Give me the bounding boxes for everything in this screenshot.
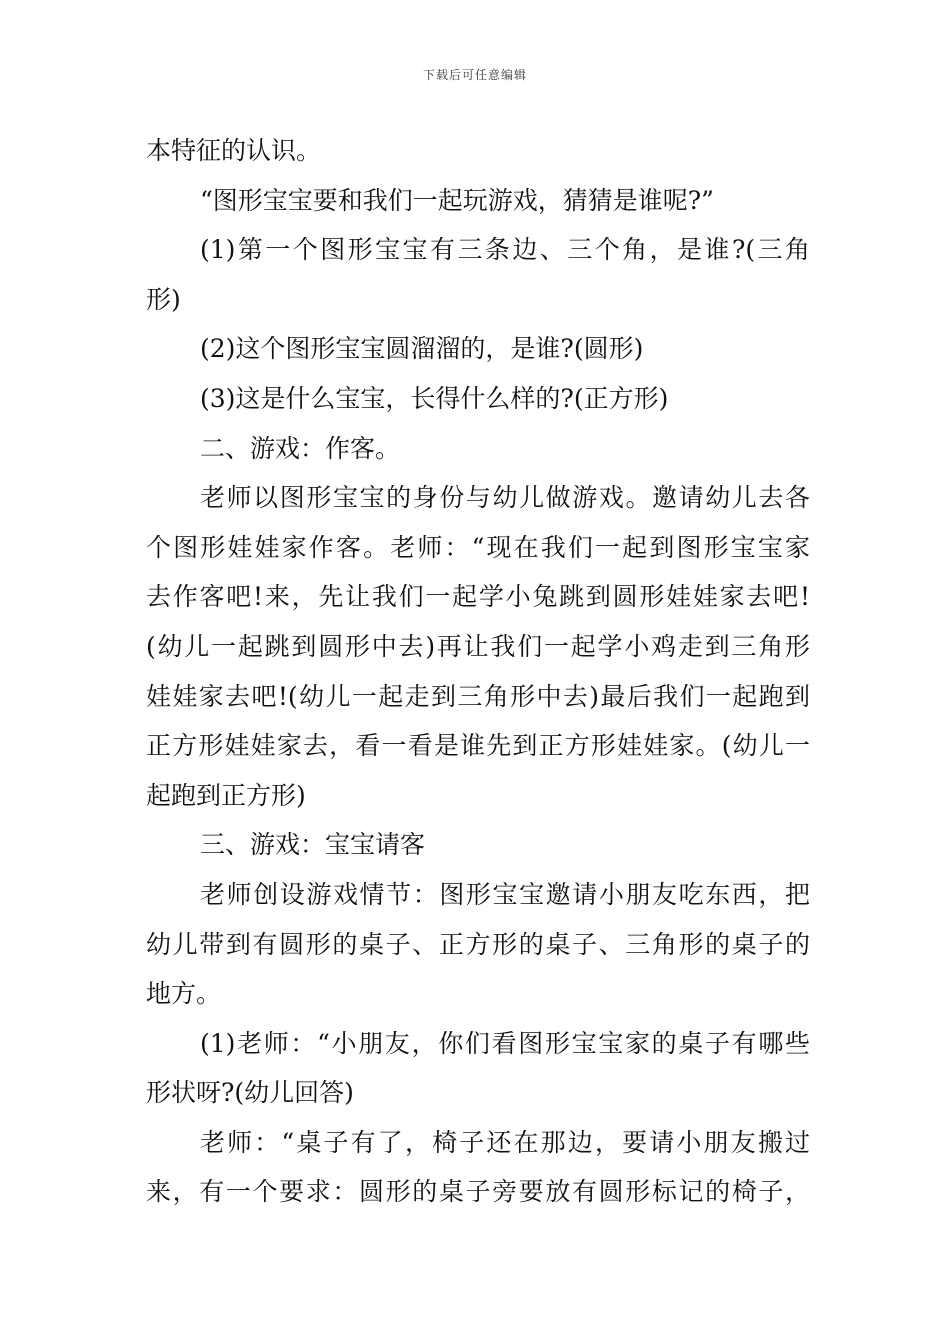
text-line: (1)老师：“小朋友，你们看图形宝宝家的桌子有哪些 (200, 1028, 810, 1058)
text-line: 去作客吧!来，先让我们一起学小兔跳到圆形娃娃家去吧! (146, 582, 810, 612)
text-line: 地方。 (146, 979, 222, 1009)
text-line: (3)这是什么宝宝，长得什么样的?(正方形) (200, 383, 669, 413)
text-line: 起跑到正方形) (146, 780, 306, 810)
text-line: 幼儿带到有圆形的桌子、正方形的桌子、三角形的桌子的 (146, 929, 810, 959)
section-heading: 三、游戏：宝宝请客 (200, 830, 426, 860)
text-line: 形状呀?(幼儿回答) (146, 1078, 354, 1108)
text-line: (2)这个图形宝宝圆溜溜的，是谁?(圆形) (200, 334, 644, 364)
page-header: 下载后可任意编辑 (422, 68, 527, 82)
text-line: 老师创设游戏情节：图形宝宝邀请小朋友吃东西，把 (200, 879, 810, 909)
text-line: 正方形娃娃家去，看一看是谁先到正方形娃娃家。(幼儿一 (146, 731, 810, 761)
text-line: 形) (146, 284, 181, 314)
text-line: “图形宝宝要和我们一起玩游戏，猜猜是谁呢?” (200, 185, 714, 215)
section-heading: 二、游戏：作客。 (200, 433, 401, 463)
text-line: 娃娃家去吧!(幼儿一起走到三角形中去)最后我们一起跑到 (146, 681, 810, 711)
text-line: 本特征的认识。 (146, 136, 322, 165)
text-line: 老师以图形宝宝的身份与幼儿做游戏。邀请幼儿去各 (200, 483, 810, 513)
text-line: 老师：“桌子有了，椅子还在那边，要请小朋友搬过 (200, 1127, 810, 1157)
text-line: 来，有一个要求：圆形的桌子旁要放有圆形标记的椅子， (146, 1177, 810, 1207)
text-line: 个图形娃娃家作客。老师：“现在我们一起到图形宝宝家 (146, 532, 810, 562)
text-line: (1)第一个图形宝宝有三条边、三个角，是谁?(三角 (200, 235, 810, 265)
text-line: (幼儿一起跳到圆形中去)再让我们一起学小鸡走到三角形 (146, 631, 810, 661)
document-body (146, 126, 810, 1217)
